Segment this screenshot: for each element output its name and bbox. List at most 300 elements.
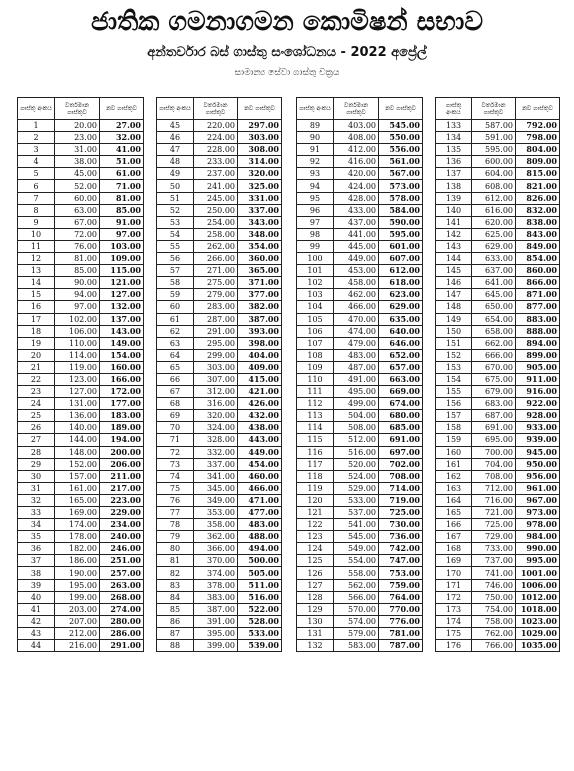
fare-stage-number: 109 (297, 361, 334, 373)
table-row (297, 120, 423, 132)
fare-stage-number: 120 (297, 494, 334, 506)
new-fare: 990.00 (516, 543, 560, 555)
fare-stage-number: 84 (157, 591, 194, 603)
new-fare: 578.00 (379, 192, 423, 204)
fare-stage-number: 15 (18, 289, 55, 301)
new-fare: 725.00 (379, 507, 423, 519)
new-fare: 804.00 (516, 144, 560, 156)
current-fare: 512.00 (334, 434, 379, 446)
table-row (18, 180, 144, 192)
new-fare: 516.00 (238, 591, 282, 603)
new-fare: 297.00 (238, 120, 282, 132)
current-fare: 337.00 (194, 458, 238, 470)
new-fare: 945.00 (516, 446, 560, 458)
current-fare: 353.00 (194, 507, 238, 519)
new-fare: 320.00 (238, 168, 282, 180)
table-row (18, 132, 144, 144)
table-row (297, 543, 423, 555)
new-fare: 409.00 (238, 361, 282, 373)
table-row (157, 615, 282, 627)
current-fare: 479.00 (334, 337, 379, 349)
fare-stage-number: 153 (436, 361, 472, 373)
current-fare: 691.00 (472, 422, 516, 434)
current-fare: 737.00 (472, 555, 516, 567)
current-fare: 119.00 (55, 361, 100, 373)
fare-stage-number: 59 (157, 289, 194, 301)
fare-stage-number: 79 (157, 531, 194, 543)
fare-stage-number: 62 (157, 325, 194, 337)
table-row (436, 519, 560, 531)
current-fare: 558.00 (334, 567, 379, 579)
current-fare: 250.00 (194, 204, 238, 216)
fare-stage-number: 77 (157, 507, 194, 519)
current-fare: 508.00 (334, 422, 379, 434)
table-row (297, 289, 423, 301)
table-row (157, 277, 282, 289)
new-fare: 883.00 (516, 313, 560, 325)
fare-stage-number: 20 (18, 349, 55, 361)
current-fare: 345.00 (194, 482, 238, 494)
fare-stage-number: 125 (297, 555, 334, 567)
current-fare: 583.00 (334, 640, 379, 652)
current-fare: 190.00 (55, 567, 100, 579)
current-fare: 320.00 (194, 410, 238, 422)
new-fare: 494.00 (238, 543, 282, 555)
new-fare: 343.00 (238, 216, 282, 228)
table-row (436, 410, 560, 422)
new-fare: 894.00 (516, 337, 560, 349)
fare-stage-number: 21 (18, 361, 55, 373)
current-fare: 283.00 (194, 301, 238, 313)
new-fare: 71.00 (100, 180, 144, 192)
column-header-col3: නව ගාස්තුව (100, 98, 144, 120)
table-row (297, 567, 423, 579)
new-fare: 759.00 (379, 579, 423, 591)
fare-stage-number: 175 (436, 627, 472, 639)
current-fare: 63.00 (55, 204, 100, 216)
current-fare: 254.00 (194, 216, 238, 228)
fare-stage-number: 24 (18, 398, 55, 410)
current-fare: 758.00 (472, 615, 516, 627)
table-row (18, 615, 144, 627)
fare-stage-number: 6 (18, 180, 55, 192)
fare-stage-number: 72 (157, 446, 194, 458)
new-fare: 792.00 (516, 120, 560, 132)
new-fare: 770.00 (379, 603, 423, 615)
table-row (297, 253, 423, 265)
new-fare: 815.00 (516, 168, 560, 180)
current-fare: 275.00 (194, 277, 238, 289)
current-fare: 675.00 (472, 373, 516, 385)
current-fare: 516.00 (334, 446, 379, 458)
fare-stage-number: 61 (157, 313, 194, 325)
current-fare: 216.00 (55, 640, 100, 652)
table-row (157, 180, 282, 192)
current-fare: 650.00 (472, 301, 516, 313)
fare-stage-number: 127 (297, 579, 334, 591)
new-fare: 398.00 (238, 337, 282, 349)
fare-stage-number: 129 (297, 603, 334, 615)
table-row (18, 301, 144, 313)
fare-stage-number: 26 (18, 422, 55, 434)
new-fare: 663.00 (379, 373, 423, 385)
table-header-row (436, 98, 560, 120)
table-row (297, 531, 423, 543)
current-fare: 633.00 (472, 253, 516, 265)
current-fare: 762.00 (472, 627, 516, 639)
column-header-col2: වර්තමාන ගාස්තුව (334, 98, 379, 120)
fare-stage-number: 49 (157, 168, 194, 180)
table-row (297, 422, 423, 434)
table-row (18, 168, 144, 180)
fare-stage-number: 92 (297, 156, 334, 168)
current-fare: 224.00 (194, 132, 238, 144)
column-header-col1: ගාස්තු අංකය (18, 98, 55, 120)
current-fare: 152.00 (55, 458, 100, 470)
new-fare: 160.00 (100, 361, 144, 373)
new-fare: 567.00 (379, 168, 423, 180)
fare-stage-number: 88 (157, 640, 194, 652)
current-fare: 750.00 (472, 591, 516, 603)
fare-stage-number: 81 (157, 555, 194, 567)
fare-stage-number: 140 (436, 204, 472, 216)
current-fare: 395.00 (194, 627, 238, 639)
table-row (436, 482, 560, 494)
new-fare: 730.00 (379, 519, 423, 531)
table-row (157, 398, 282, 410)
table-row (157, 470, 282, 482)
fare-stage-number: 70 (157, 422, 194, 434)
new-fare: 961.00 (516, 482, 560, 494)
current-fare: 499.00 (334, 398, 379, 410)
table-row (18, 627, 144, 639)
fare-stage-number: 159 (436, 434, 472, 446)
table-row (157, 555, 282, 567)
fare-stage-number: 149 (436, 313, 472, 325)
table-row (297, 494, 423, 506)
fare-stage-number: 98 (297, 228, 334, 240)
table-row (436, 603, 560, 615)
table-header-row (297, 98, 423, 120)
new-fare: 41.00 (100, 144, 144, 156)
fare-stage-number: 90 (297, 132, 334, 144)
fare-stage-number: 161 (436, 458, 472, 470)
new-fare: 871.00 (516, 289, 560, 301)
table-row (18, 458, 144, 470)
new-fare: 736.00 (379, 531, 423, 543)
current-fare: 441.00 (334, 228, 379, 240)
fare-stage-number: 147 (436, 289, 472, 301)
table-row (436, 349, 560, 361)
current-fare: 157.00 (55, 470, 100, 482)
current-fare: 76.00 (55, 240, 100, 252)
current-fare: 741.00 (472, 567, 516, 579)
table-row (18, 192, 144, 204)
current-fare: 258.00 (194, 228, 238, 240)
new-fare: 545.00 (379, 120, 423, 132)
new-fare: 674.00 (379, 398, 423, 410)
current-fare: 271.00 (194, 265, 238, 277)
fare-stage-number: 7 (18, 192, 55, 204)
table-row (157, 567, 282, 579)
current-fare: 169.00 (55, 507, 100, 519)
table-row (436, 361, 560, 373)
current-fare: 641.00 (472, 277, 516, 289)
current-fare: 52.00 (55, 180, 100, 192)
fare-table-2 (156, 97, 282, 652)
fare-stage-number: 176 (436, 640, 472, 652)
table-row (157, 519, 282, 531)
column-header-col1: ගාස්තු අංකය (436, 98, 472, 120)
fare-stage-number: 5 (18, 168, 55, 180)
current-fare: 670.00 (472, 361, 516, 373)
new-fare: 956.00 (516, 470, 560, 482)
current-fare: 416.00 (334, 156, 379, 168)
table-row (18, 373, 144, 385)
new-fare: 360.00 (238, 253, 282, 265)
current-fare: 316.00 (194, 398, 238, 410)
fare-stage-number: 104 (297, 301, 334, 313)
new-fare: 223.00 (100, 494, 144, 506)
table-row (18, 434, 144, 446)
fare-stage-number: 10 (18, 228, 55, 240)
current-fare: 131.00 (55, 398, 100, 410)
fare-stage-number: 33 (18, 507, 55, 519)
new-fare: 432.00 (238, 410, 282, 422)
fare-stage-number: 52 (157, 204, 194, 216)
table-row (157, 543, 282, 555)
current-fare: 207.00 (55, 615, 100, 627)
current-fare: 712.00 (472, 482, 516, 494)
new-fare: 708.00 (379, 470, 423, 482)
current-fare: 85.00 (55, 265, 100, 277)
table-row (297, 410, 423, 422)
new-fare: 477.00 (238, 507, 282, 519)
column-header-col1: ගාස්තු අංකය (297, 98, 334, 120)
new-fare: 166.00 (100, 373, 144, 385)
new-fare: 550.00 (379, 132, 423, 144)
document-subtitle: අන්තර්වාර බස් ගාස්තු සංශෝධනය - 2022 අප්‍රේල් (147, 45, 427, 60)
current-fare: 341.00 (194, 470, 238, 482)
new-fare: 933.00 (516, 422, 560, 434)
table-row (297, 349, 423, 361)
current-fare: 595.00 (472, 144, 516, 156)
current-fare: 123.00 (55, 373, 100, 385)
new-fare: 454.00 (238, 458, 282, 470)
current-fare: 487.00 (334, 361, 379, 373)
fare-stage-number: 96 (297, 204, 334, 216)
fare-stage-number: 2 (18, 132, 55, 144)
fare-stage-number: 76 (157, 494, 194, 506)
fare-stage-number: 22 (18, 373, 55, 385)
current-fare: 349.00 (194, 494, 238, 506)
fare-stage-number: 115 (297, 434, 334, 446)
current-fare: 725.00 (472, 519, 516, 531)
new-fare: 533.00 (238, 627, 282, 639)
new-fare: 787.00 (379, 640, 423, 652)
fare-stage-number: 12 (18, 253, 55, 265)
current-fare: 716.00 (472, 494, 516, 506)
fare-stage-number: 95 (297, 192, 334, 204)
current-fare: 328.00 (194, 434, 238, 446)
fare-stage-number: 11 (18, 240, 55, 252)
current-fare: 144.00 (55, 434, 100, 446)
table-row (18, 591, 144, 603)
current-fare: 279.00 (194, 289, 238, 301)
fare-stage-number: 1 (18, 120, 55, 132)
table-row (436, 470, 560, 482)
fare-stage-number: 167 (436, 531, 472, 543)
fare-stage-number: 31 (18, 482, 55, 494)
table-row (157, 120, 282, 132)
current-fare: 683.00 (472, 398, 516, 410)
fare-stage-number: 103 (297, 289, 334, 301)
table-row (436, 204, 560, 216)
new-fare: 172.00 (100, 386, 144, 398)
fare-stage-number: 100 (297, 253, 334, 265)
new-fare: 443.00 (238, 434, 282, 446)
table-row (157, 325, 282, 337)
fare-stage-number: 163 (436, 482, 472, 494)
current-fare: 721.00 (472, 507, 516, 519)
table-row (436, 591, 560, 603)
table-row (18, 156, 144, 168)
new-fare: 426.00 (238, 398, 282, 410)
new-fare: 612.00 (379, 265, 423, 277)
new-fare: 438.00 (238, 422, 282, 434)
new-fare: 132.00 (100, 301, 144, 313)
table-row (436, 627, 560, 639)
current-fare: 700.00 (472, 446, 516, 458)
fare-stage-number: 150 (436, 325, 472, 337)
table-row (157, 446, 282, 458)
current-fare: 165.00 (55, 494, 100, 506)
fare-stage-number: 63 (157, 337, 194, 349)
table-row (297, 603, 423, 615)
table-row (436, 337, 560, 349)
new-fare: 973.00 (516, 507, 560, 519)
new-fare: 854.00 (516, 253, 560, 265)
current-fare: 195.00 (55, 579, 100, 591)
table-row (297, 627, 423, 639)
current-fare: 666.00 (472, 349, 516, 361)
fare-stage-number: 44 (18, 640, 55, 652)
current-fare: 658.00 (472, 325, 516, 337)
fare-stage-number: 41 (18, 603, 55, 615)
column-header-col3: නව ගාස්තුව (379, 98, 423, 120)
table-row (18, 277, 144, 289)
new-fare: 229.00 (100, 507, 144, 519)
fare-stage-number: 173 (436, 603, 472, 615)
fare-stage-number: 67 (157, 386, 194, 398)
current-fare: 161.00 (55, 482, 100, 494)
new-fare: 714.00 (379, 482, 423, 494)
fare-stage-number: 71 (157, 434, 194, 446)
table-row (18, 216, 144, 228)
table-row (18, 398, 144, 410)
new-fare: 809.00 (516, 156, 560, 168)
table-row (436, 192, 560, 204)
current-fare: 662.00 (472, 337, 516, 349)
new-fare: 646.00 (379, 337, 423, 349)
current-fare: 303.00 (194, 361, 238, 373)
fare-stage-number: 102 (297, 277, 334, 289)
table-row (297, 640, 423, 652)
fare-stage-number: 86 (157, 615, 194, 627)
fare-stage-number: 66 (157, 373, 194, 385)
new-fare: 325.00 (238, 180, 282, 192)
current-fare: 199.00 (55, 591, 100, 603)
new-fare: 337.00 (238, 204, 282, 216)
table-row (18, 543, 144, 555)
fare-stage-number: 156 (436, 398, 472, 410)
fare-stage-number: 28 (18, 446, 55, 458)
new-fare: 922.00 (516, 398, 560, 410)
fare-stage-number: 18 (18, 325, 55, 337)
fare-stage-number: 64 (157, 349, 194, 361)
table-row (18, 361, 144, 373)
current-fare: 110.00 (55, 337, 100, 349)
new-fare: 183.00 (100, 410, 144, 422)
current-fare: 529.00 (334, 482, 379, 494)
table-row (297, 228, 423, 240)
table-row (297, 386, 423, 398)
fare-stage-number: 114 (297, 422, 334, 434)
table-row (18, 640, 144, 652)
table-row (157, 591, 282, 603)
current-fare: 600.00 (472, 156, 516, 168)
column-header-col2: වර්තමාන ගාස්තුව (194, 98, 238, 120)
current-fare: 445.00 (334, 240, 379, 252)
new-fare: 377.00 (238, 289, 282, 301)
current-fare: 408.00 (334, 132, 379, 144)
new-fare: 860.00 (516, 265, 560, 277)
current-fare: 106.00 (55, 325, 100, 337)
fare-stage-number: 172 (436, 591, 472, 603)
new-fare: 843.00 (516, 228, 560, 240)
new-fare: 584.00 (379, 204, 423, 216)
current-fare: 228.00 (194, 144, 238, 156)
table-row (157, 386, 282, 398)
current-fare: 608.00 (472, 180, 516, 192)
fare-stage-number: 132 (297, 640, 334, 652)
fare-stage-number: 55 (157, 240, 194, 252)
table-row (436, 422, 560, 434)
fare-stage-number: 37 (18, 555, 55, 567)
fare-stage-number: 9 (18, 216, 55, 228)
new-fare: 1023.00 (516, 615, 560, 627)
fare-stage-number: 123 (297, 531, 334, 543)
table-row (436, 398, 560, 410)
current-fare: 182.00 (55, 543, 100, 555)
new-fare: 928.00 (516, 410, 560, 422)
new-fare: 286.00 (100, 627, 144, 639)
current-fare: 81.00 (55, 253, 100, 265)
table-row (436, 144, 560, 156)
table-row (297, 555, 423, 567)
current-fare: 687.00 (472, 410, 516, 422)
table-row (157, 337, 282, 349)
new-fare: 916.00 (516, 386, 560, 398)
current-fare: 97.00 (55, 301, 100, 313)
fare-stage-number: 91 (297, 144, 334, 156)
table-row (18, 519, 144, 531)
new-fare: 984.00 (516, 531, 560, 543)
table-row (18, 386, 144, 398)
table-row (157, 361, 282, 373)
table-row (436, 289, 560, 301)
current-fare: 433.00 (334, 204, 379, 216)
